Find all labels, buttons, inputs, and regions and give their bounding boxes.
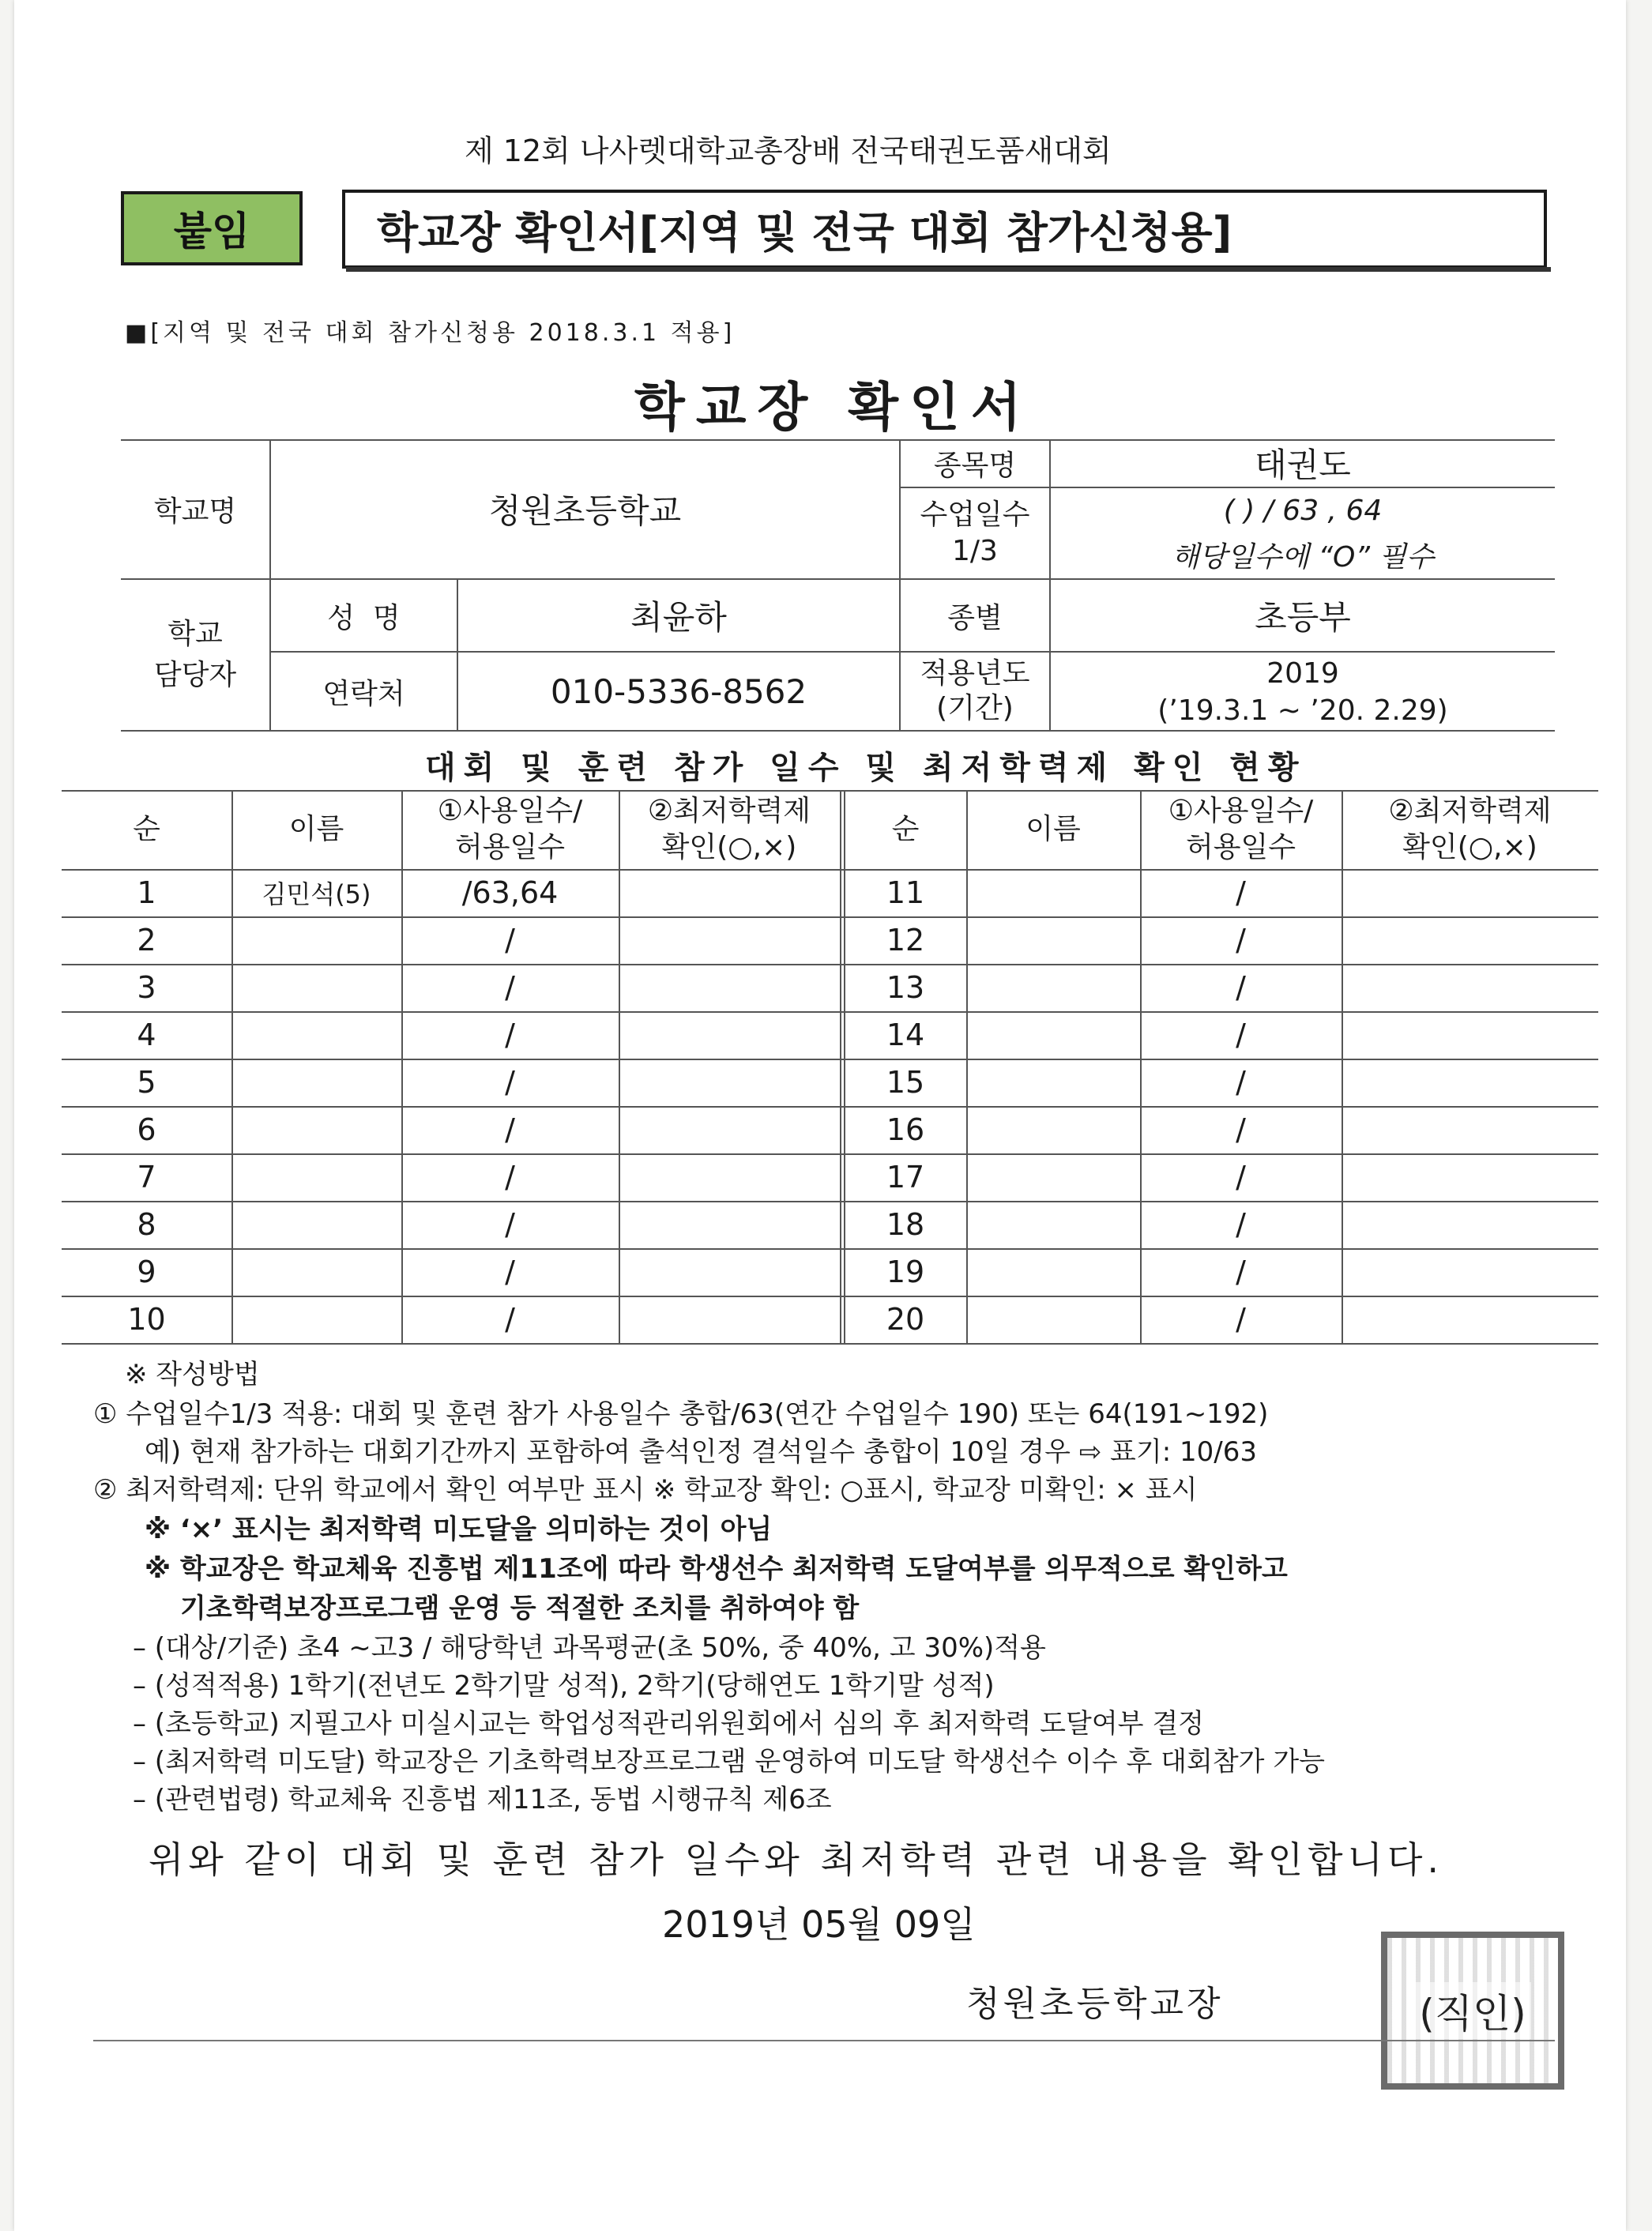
days-label: 수업일수 1/3: [920, 498, 1030, 567]
document-title: 학교장 확인서: [634, 377, 1033, 438]
principal-signature: 청원초등학교장: [966, 1984, 1224, 2024]
attachment-badge: [121, 191, 303, 265]
row-name: [966, 1011, 1140, 1059]
days-value: ( ) / 63 , 64: [1223, 494, 1383, 527]
header-days: ①사용일수/ 허용일수: [437, 795, 583, 863]
row-academic-check: [1342, 1248, 1598, 1296]
row-days: /63,64: [461, 875, 559, 910]
confirmation-statement: 위와 같이 대회 및 훈련 참가 일수와 최저학력 관련 내용을 확인합니다.: [149, 1838, 1444, 1881]
row-days: /: [505, 1065, 515, 1100]
row-name: [966, 1153, 1140, 1201]
row-academic-check: [619, 1201, 840, 1248]
row-name: [231, 1011, 401, 1059]
category-value: 초등부: [1255, 598, 1351, 637]
form-title-box: [342, 190, 1547, 269]
note-line: ① 수업일수1/3 적용: 대회 및 훈련 참가 사용일수 총합/63(연간 수업일수 190) 또는 64(191~192): [93, 1398, 1269, 1430]
row-name: [231, 1248, 401, 1296]
row-academic-check: [619, 869, 840, 916]
name-label: 성 명: [327, 601, 401, 634]
row-academic-check: [619, 1153, 840, 1201]
row-days: /: [505, 923, 515, 957]
row-academic-check: [1342, 1059, 1598, 1106]
applies-note: ■[지역 및 전국 대회 참가신청용 2018.3.1 적용]: [125, 319, 736, 347]
note-line: – (초등학교) 지필고사 미실시교는 학업성적관리위원회에서 심의 후 최저학력 도달여부 결정: [133, 1708, 1205, 1740]
row-number: 20: [886, 1302, 925, 1337]
row-number: 9: [137, 1255, 156, 1289]
row-days: /: [505, 970, 515, 1005]
event-title: 제 12회 나사렛대학교총장배 전국태권도품새대회: [465, 134, 1112, 168]
row-number: 19: [886, 1255, 925, 1289]
row-academic-check: [619, 1106, 840, 1153]
official-seal: [1381, 1932, 1564, 2090]
row-days: /: [1236, 1018, 1246, 1052]
row-academic-check: [1342, 1106, 1598, 1153]
row-name: [966, 1248, 1140, 1296]
row-number: 3: [137, 970, 156, 1005]
row-days: /: [1236, 923, 1246, 957]
note-line: ② 최저학력제: 단위 학교에서 확인 여부만 표시 ※ 학교장 확인: ○표시, 학교장 미확인: × 표시: [93, 1474, 1198, 1506]
row-academic-check: [619, 1059, 840, 1106]
row-name: [231, 1153, 401, 1201]
bottom-rule: [93, 2040, 1555, 2041]
note-line: – (성적적용) 1학기(전년도 2학기말 성적), 2학기(당해연도 1학기말 성적): [133, 1670, 995, 1702]
row-name: [231, 1059, 401, 1106]
row-academic-check: [1342, 1296, 1598, 1343]
header-days: ①사용일수/ 허용일수: [1168, 795, 1314, 863]
note-line: – (관련법령) 학교체육 진흥법 제11조, 동법 시행규칙 제6조: [133, 1784, 832, 1815]
attachment-label: 붙임: [173, 209, 250, 254]
row-days: /: [505, 1160, 515, 1195]
row-number: 13: [886, 970, 925, 1005]
category-label: 종별: [947, 601, 1003, 634]
row-days: /: [505, 1018, 515, 1052]
row-days: /: [1236, 1302, 1246, 1337]
row-name: [231, 964, 401, 1011]
header-no: 순: [133, 813, 160, 845]
row-number: 10: [127, 1302, 166, 1337]
info-rule-bottom: [121, 730, 1555, 732]
row-name: [231, 1201, 401, 1248]
row-number: 15: [886, 1065, 925, 1100]
row-days: /: [1236, 1065, 1246, 1100]
row-number: 14: [886, 1018, 925, 1052]
period-value: (’19.3.1 ~ ’20. 2.29): [1157, 694, 1448, 727]
row-academic-check: [1342, 869, 1598, 916]
row-name: [231, 1106, 401, 1153]
row-days: /: [1236, 970, 1246, 1005]
row-number: 6: [137, 1112, 156, 1147]
row-number: 4: [137, 1018, 156, 1052]
row-academic-check: [619, 916, 840, 964]
header-academic: ②최저학력제 확인(○,×): [1388, 795, 1552, 863]
row-days: /: [1236, 1255, 1246, 1289]
row-number: 5: [137, 1065, 156, 1100]
row-number: 16: [886, 1112, 925, 1147]
sport-label: 종목명: [933, 449, 1017, 482]
grid-rule-row: [62, 1343, 1598, 1345]
school-value: 청원초등학교: [488, 491, 682, 530]
title-box-shadow: [346, 267, 1551, 272]
row-academic-check: [1342, 964, 1598, 1011]
header-academic: ②최저학력제 확인(○,×): [647, 795, 811, 863]
row-days: /: [505, 1112, 515, 1147]
row-days: /: [1236, 1207, 1246, 1242]
participants-table: [62, 790, 1598, 1343]
row-number: 8: [137, 1207, 156, 1242]
row-name: [966, 916, 1140, 964]
row-number: 1: [137, 875, 156, 910]
document-page: [14, 0, 1626, 2231]
seal-label: (직인): [1414, 1982, 1531, 2039]
row-academic-check: [619, 1248, 840, 1296]
row-academic-check: [619, 964, 840, 1011]
row-number: 12: [886, 923, 925, 957]
grid-center-divider: [840, 790, 841, 1343]
year-value: 2019: [1266, 657, 1339, 690]
row-days: /: [505, 1207, 515, 1242]
contact-name-value: 최윤하: [630, 598, 727, 637]
row-days: /: [1236, 1160, 1246, 1195]
row-academic-check: [1342, 1201, 1598, 1248]
note-line: 예) 현재 참가하는 대회기간까지 포함하여 출석인정 결석일수 총합이 10일 경우 ⇨ 표기: 10/63: [145, 1436, 1257, 1468]
note-line: ※ ‘×’ 표시는 최저학력 미도달을 의미하는 것이 아님: [145, 1514, 773, 1545]
row-days: /: [505, 1255, 515, 1289]
note-line: ※ 학교장은 학교체육 진흥법 제11조에 따라 학생선수 최저학력 도달여부를 의무적으로 확인하고: [145, 1553, 1288, 1585]
notes-heading: ※ 작성방법: [125, 1359, 260, 1390]
row-name: [966, 1201, 1140, 1248]
row-number: 11: [886, 875, 925, 910]
row-name: [966, 1296, 1140, 1343]
row-name: [966, 964, 1140, 1011]
row-name: 김민석(5): [262, 879, 371, 909]
row-name: [231, 1296, 401, 1343]
row-days: /: [1236, 1112, 1246, 1147]
row-number: 2: [137, 923, 156, 957]
sport-value: 태권도: [1255, 446, 1351, 484]
section-title: 대회 및 훈련 참가 일수 및 최저학력제 확인 현황: [425, 750, 1307, 786]
phone-label: 연락처: [322, 677, 405, 710]
year-label: 적용년도 (기간): [920, 657, 1030, 724]
row-academic-check: [619, 1296, 840, 1343]
form-title: 학교장 확인서[지역 및 전국 대회 참가신청용]: [377, 207, 1232, 258]
header-name: 이름: [288, 813, 344, 845]
row-number: 17: [886, 1160, 925, 1195]
row-academic-check: [619, 1011, 840, 1059]
row-name: [231, 916, 401, 964]
days-hint: 해당일수에 “O” 필수: [1172, 540, 1434, 574]
row-academic-check: [1342, 1153, 1598, 1201]
contact-group-label: 학교 담당자: [153, 618, 237, 691]
phone-value: 010-5336-8562: [550, 672, 807, 711]
info-table: [121, 439, 1555, 732]
note-line: – (대상/기준) 초4 ~고3 / 해당학년 과목평균(초 50%, 중 40%, 고 30%)적용: [133, 1632, 1046, 1664]
document-date: 2019년 05월 09일: [662, 1903, 976, 1946]
row-number: 7: [137, 1160, 156, 1195]
row-days: /: [1236, 875, 1246, 910]
row-academic-check: [1342, 916, 1598, 964]
note-line: 기초학력보장프로그램 운영 등 적절한 조치를 취하여야 함: [180, 1593, 860, 1624]
row-academic-check: [1342, 1011, 1598, 1059]
row-name: [966, 1106, 1140, 1153]
header-no: 순: [891, 813, 920, 845]
row-name: [966, 869, 1140, 916]
row-number: 18: [886, 1207, 925, 1242]
row-days: /: [505, 1302, 515, 1337]
school-label: 학교명: [153, 495, 237, 528]
note-line: – (최저학력 미도달) 학교장은 기초학력보장프로그램 운영하여 미도달 학생선수 이수 후 대회참가 가능: [133, 1746, 1326, 1778]
row-name: [966, 1059, 1140, 1106]
header-name: 이름: [1025, 813, 1081, 845]
